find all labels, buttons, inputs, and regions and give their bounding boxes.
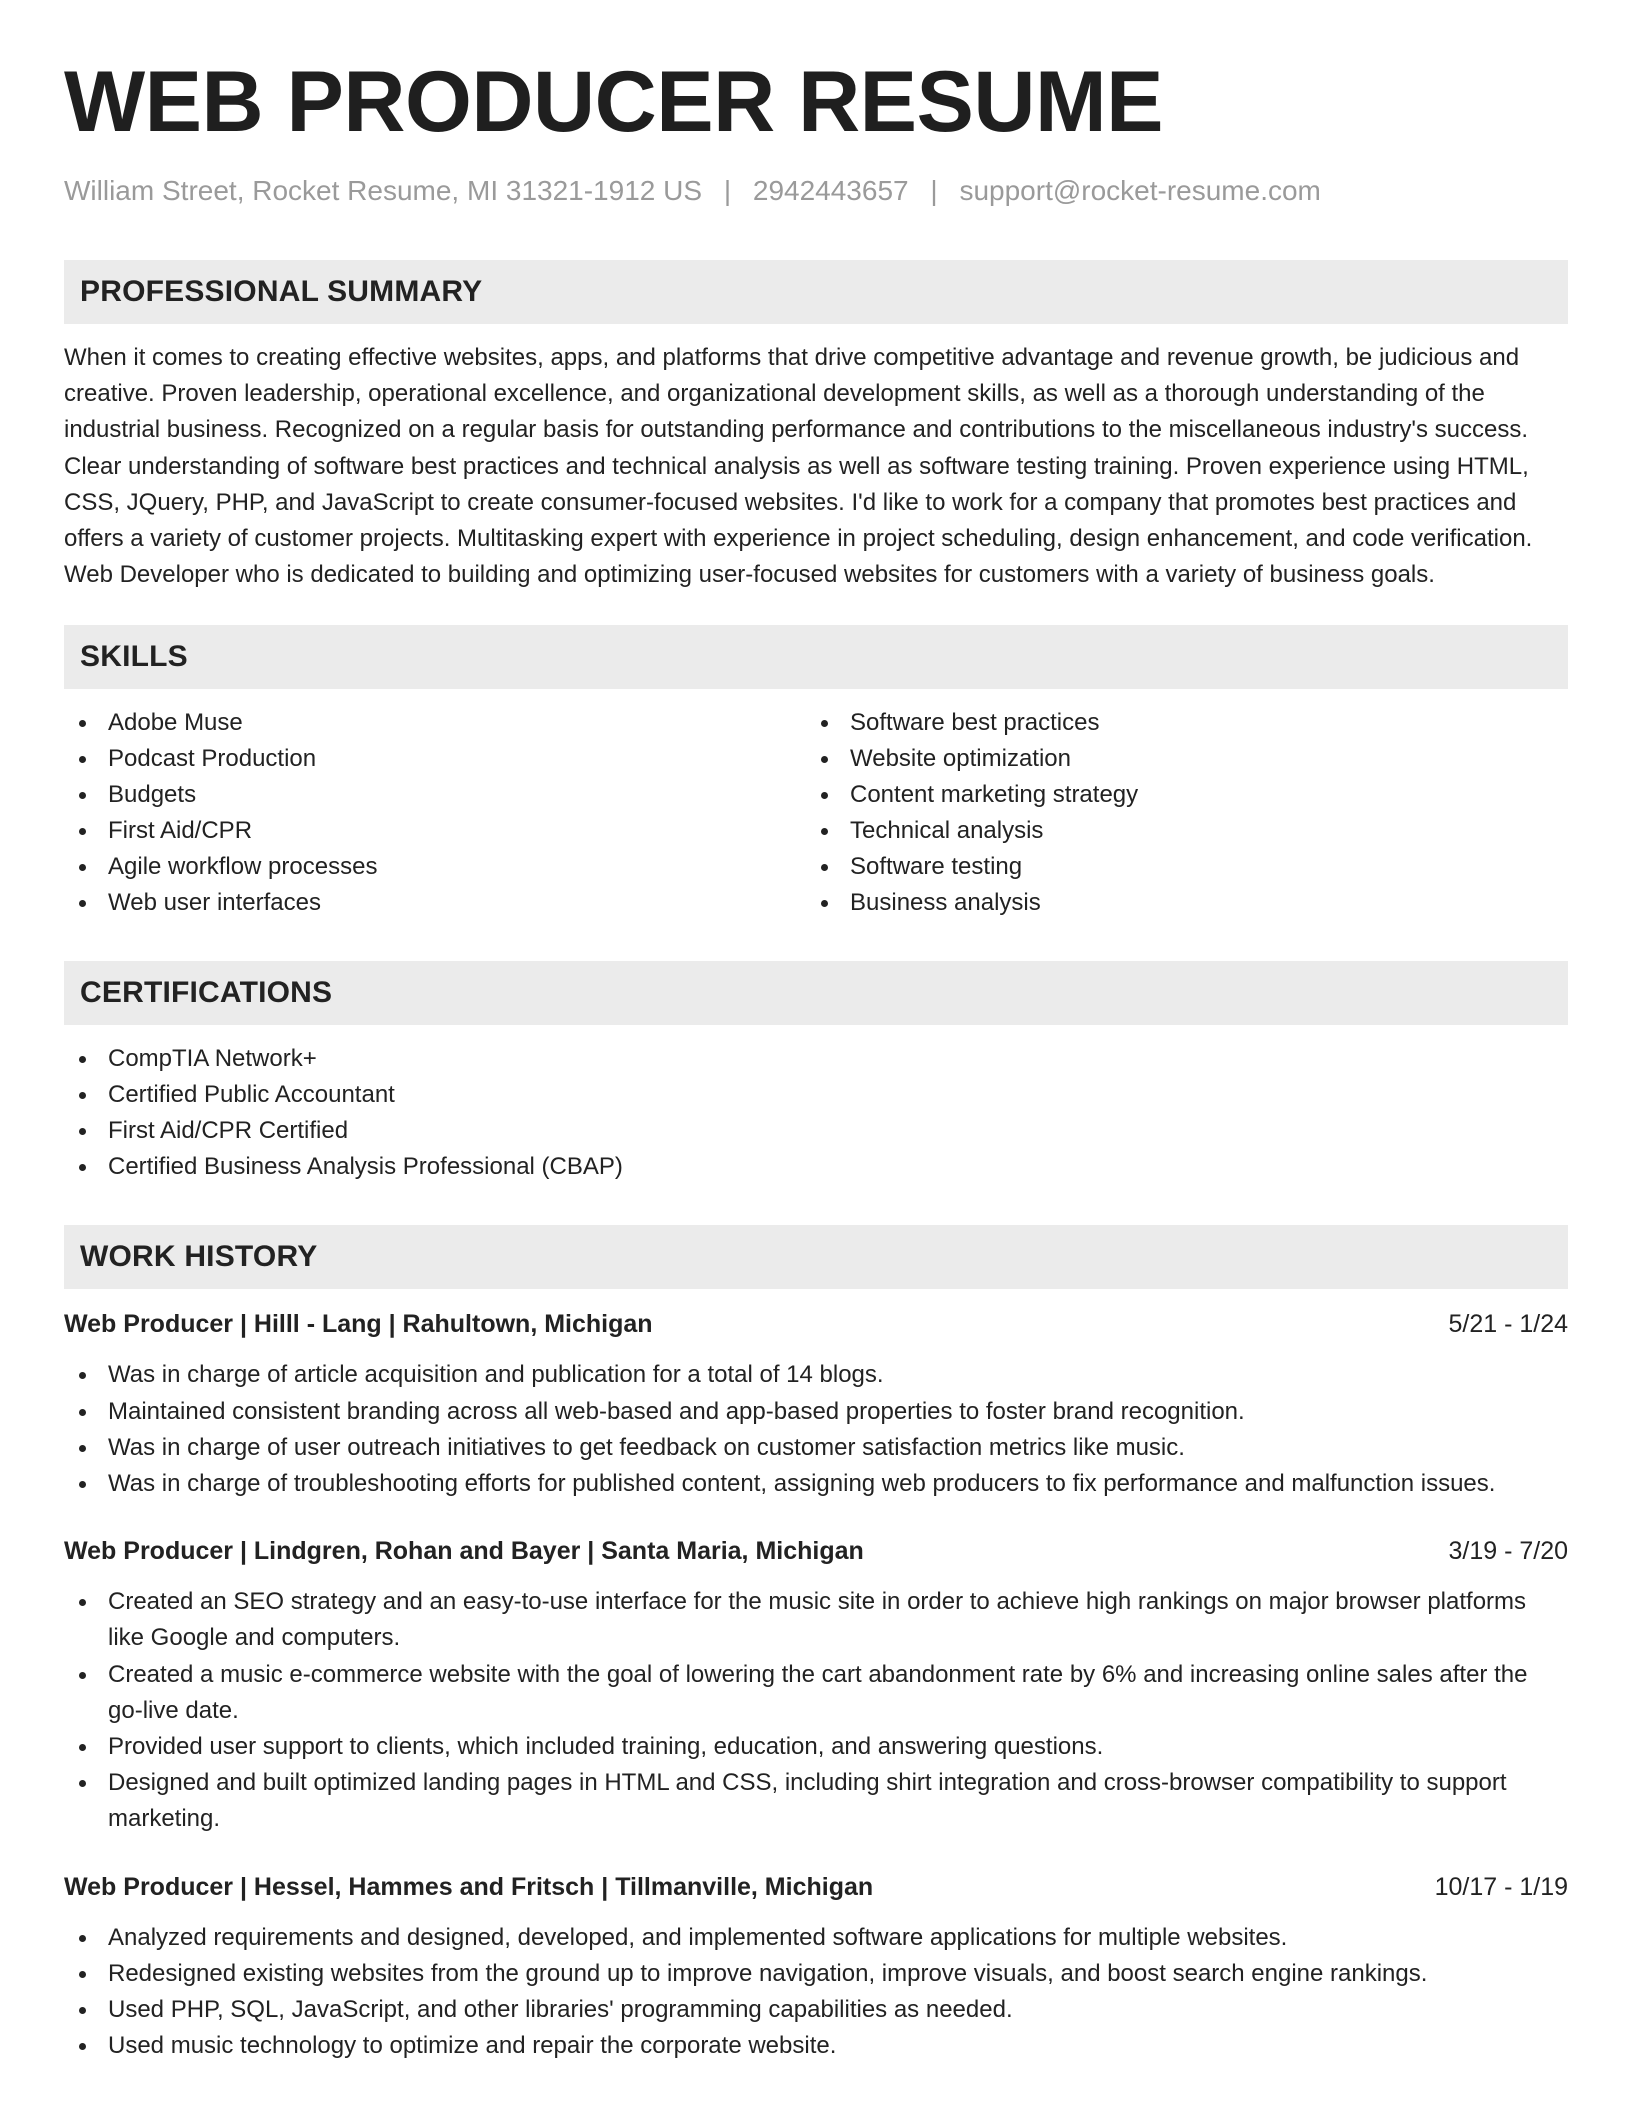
section-title: PROFESSIONAL SUMMARY — [80, 275, 483, 308]
job-bullet: Designed and built optimized landing pages in HTML and CSS, including shirt integration and cross-browser compatibility to support marketing. — [64, 1765, 1568, 1837]
contact-address: William Street, Rocket Resume, MI 31321-1912 US — [64, 175, 703, 206]
skills-column-right — [806, 705, 1138, 921]
skill-item: Business analysis — [806, 885, 1138, 921]
section-title: WORK HISTORY — [80, 1240, 318, 1274]
job-bullet: Used PHP, SQL, JavaScript, and other libraries' programming capabilities as needed. — [64, 1992, 1568, 2028]
certification-item: First Aid/CPR Certified — [64, 1113, 1568, 1149]
job-entry — [64, 1534, 1568, 1837]
skills-list — [64, 705, 1568, 921]
job-bullet: Was in charge of user outreach initiatives to get feedback on customer satisfaction metrics like music. — [64, 1430, 1568, 1466]
skill-item: Adobe Muse — [64, 705, 806, 741]
skill-item: Software best practices — [806, 705, 1138, 741]
job-bullets — [64, 1584, 1568, 1837]
contact-separator: | — [930, 175, 938, 206]
job-bullet: Maintained consistent branding across all web-based and app-based properties to foster brand recognition. — [64, 1394, 1568, 1430]
contact-line — [64, 174, 1568, 208]
skill-item: Software testing — [806, 849, 1138, 885]
summary-text: When it comes to creating effective websites, apps, and platforms that drive competitive advantage and revenue growth, be judicious and creative. Proven leadership, operational excellence, and organizational development skills, as well as a thorough understanding of the industrial business. Recognized on a regular basis for outstanding performance and contributions to the miscellaneous industry's success. Clear understanding of software best practices and technical analysis as well as software testing training. Proven experience using HTML, CSS, JQuery, PHP, and JavaScript to create consumer-focused websites. I'd like to work for a company that promotes best practices and offers a variety of customer projects. Multitasking expert with experience in project scheduling, design enhancement, and code verification. Web Developer who is dedicated to building and optimizing user-focused websites for customers with a variety of business goals. — [64, 344, 1533, 589]
job-dates: 5/21 - 1/24 — [1448, 1310, 1568, 1339]
certification-item: CompTIA Network+ — [64, 1041, 1568, 1077]
job-title: Web Producer | Lindgren, Rohan and Bayer | Santa Maria, Michigan — [64, 1537, 864, 1566]
job-bullet: Redesigned existing websites from the ground up to improve navigation, improve visuals, and boost search engine rankings. — [64, 1956, 1568, 1992]
section-header-certifications — [64, 961, 1568, 1025]
job-entry — [64, 1870, 1568, 2065]
skill-item: Technical analysis — [806, 813, 1138, 849]
resume-title: WEB PRODUCER RESUME — [64, 54, 1164, 150]
certifications-list — [64, 1041, 1568, 1185]
job-bullet: Analyzed requirements and designed, developed, and implemented software applications for multiple websites. — [64, 1920, 1568, 1956]
skills-column-left — [64, 705, 806, 921]
contact-separator: | — [723, 175, 732, 206]
certification-item: Certified Public Accountant — [64, 1077, 1568, 1113]
job-bullets — [64, 1920, 1568, 2065]
certification-item: Certified Business Analysis Professional (CBAP) — [64, 1149, 1568, 1185]
job-bullet: Created a music e-commerce website with the goal of lowering the cart abandonment rate by 6% and increasing online sales after the go-live date. — [64, 1657, 1568, 1729]
section-header-work-history — [64, 1225, 1568, 1289]
section-header-summary — [64, 260, 1568, 324]
section-title: CERTIFICATIONS — [80, 976, 333, 1010]
job-bullet: Was in charge of article acquisition and publication for a total of 14 blogs. — [64, 1357, 1568, 1393]
job-bullet: Was in charge of troubleshooting efforts for published content, assigning web producers to fix performance and malfunction issues. — [64, 1466, 1568, 1502]
job-dates: 10/17 - 1/19 — [1434, 1872, 1568, 1901]
skill-item: Content marketing strategy — [806, 777, 1138, 813]
skill-item: Podcast Production — [64, 741, 806, 777]
job-dates: 3/19 - 7/20 — [1448, 1537, 1568, 1566]
job-header — [64, 1534, 1568, 1568]
contact-phone: 2942443657 — [752, 175, 909, 206]
job-bullet: Used music technology to optimize and repair the corporate website. — [64, 2028, 1568, 2064]
skill-item: Website optimization — [806, 741, 1138, 777]
job-bullets — [64, 1357, 1568, 1502]
contact-email: support@rocket-resume.com — [959, 175, 1321, 206]
job-header — [64, 1870, 1568, 1904]
job-title: Web Producer | Hessel, Hammes and Fritsch | Tillmanville, Michigan — [64, 1872, 874, 1901]
job-entry — [64, 1307, 1568, 1502]
skill-item: Budgets — [64, 777, 806, 813]
section-header-skills — [64, 625, 1568, 689]
job-bullet: Provided user support to clients, which included training, education, and answering questions. — [64, 1729, 1568, 1765]
job-header — [64, 1307, 1568, 1341]
work-history-list — [64, 1307, 1568, 2064]
skill-item: First Aid/CPR — [64, 813, 806, 849]
skill-item: Web user interfaces — [64, 885, 806, 921]
job-title: Web Producer | Hilll - Lang | Rahultown, Michigan — [64, 1310, 653, 1339]
job-bullet: Created an SEO strategy and an easy-to-use interface for the music site in order to achieve high rankings on major browser platforms like Google and computers. — [64, 1584, 1568, 1656]
section-title: SKILLS — [80, 640, 188, 674]
skill-item: Agile workflow processes — [64, 849, 806, 885]
